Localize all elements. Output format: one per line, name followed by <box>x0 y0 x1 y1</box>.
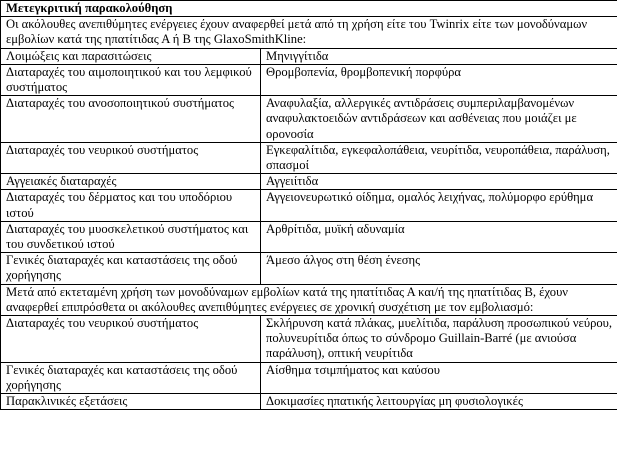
table-row <box>1 190 617 221</box>
table-row <box>1 362 617 393</box>
system-organ-class: Γενικές διαταραχές και καταστάσεις της οδού χορήγησης <box>1 253 261 284</box>
header-col2: Μηνιγγίτιδα <box>261 48 617 64</box>
system-organ-class: Γενικές διαταραχές και καταστάσεις της οδού χορήγησης <box>1 362 261 393</box>
system-organ-class: Διαταραχές του νευρικού συστήματος <box>1 142 261 173</box>
adverse-reaction: Αίσθημα τσιμπήματος και καύσου <box>261 362 617 393</box>
adverse-reaction: Θρομβοπενία, θρομβοπενική πορφύρα <box>261 64 617 95</box>
section-title-row <box>1 1 617 17</box>
table-row <box>1 253 617 284</box>
system-organ-class: Παρακλινικές εξετάσεις <box>1 394 261 410</box>
adverse-reaction: Άμεσο άλγος στη θέση ένεσης <box>261 253 617 284</box>
system-organ-class: Διαταραχές του νευρικού συστήματος <box>1 316 261 363</box>
table-row <box>1 394 617 410</box>
table-row <box>1 221 617 252</box>
header-col1: Λοιμώξεις και παρασιτώσεις <box>1 48 261 64</box>
intro-row <box>1 17 617 48</box>
adverse-reaction: Αγγειονευρωτικό οίδημα, ομαλός λειχήνας, πολύμορφο ερύθημα <box>261 190 617 221</box>
intro-text: Οι ακόλουθες ανεπιθύμητες ενέργειες έχουν αναφερθεί μετά από τη χρήση είτε του Twinrix είτε των μονοδύναμων εμβολίων κατά της ηπατίτιδας Α ή Β της GlaxoSmithKline: <box>1 17 617 48</box>
system-organ-class: Διαταραχές του αιμοποιητικού και του λεμφικού συστήματος <box>1 64 261 95</box>
table-row <box>1 64 617 95</box>
adverse-reaction: Εγκεφαλίτιδα, εγκεφαλοπάθεια, νευρίτιδα, νευροπάθεια, παράλυση, σπασμοί <box>261 142 617 173</box>
second-intro-text: Μετά από εκτεταμένη χρήση των μονοδύναμων εμβολίων κατά της ηπατίτιδας Α και/ή της ηπατίτιδας Β, έχουν αναφερθεί επιπρόσθετα οι ακόλουθες ανεπιθύμητες ενέργειες σε χρονική συσχέτιση με τον εμβολιασμό: <box>1 284 617 315</box>
system-organ-class: Διαταραχές του μυοσκελετικού συστήματος και του συνδετικού ιστού <box>1 221 261 252</box>
adverse-reaction: Σκλήρυνση κατά πλάκας, μυελίτιδα, παράλυση προσωπικού νεύρου, πολυνευρίτιδα όπως το σύνδρομο Guillain-Barré (με ανιούσα παράλυση), οπτική νευρίτιδα <box>261 316 617 363</box>
adverse-reaction: Αναφυλαξία, αλλεργικές αντιδράσεις συμπεριλαμβανομένων αναφυλακτοειδών αντιδράσεων και ασθένειας που μοιάζει με ορονοσία <box>261 96 617 143</box>
system-organ-class: Διαταραχές του ανοσοποιητικού συστήματος <box>1 96 261 143</box>
adverse-reaction: Αγγειίτιδα <box>261 174 617 190</box>
second-intro-row <box>1 284 617 315</box>
adverse-reaction: Αρθρίτιδα, μυϊκή αδυναμία <box>261 221 617 252</box>
system-organ-class: Αγγειακές διαταραχές <box>1 174 261 190</box>
adverse-reaction: Δοκιμασίες ηπατικής λειτουργίας μη φυσιολογικές <box>261 394 617 410</box>
table-row <box>1 96 617 143</box>
table-row <box>1 174 617 190</box>
header-row <box>1 48 617 64</box>
table-row <box>1 142 617 173</box>
system-organ-class: Διαταραχές του δέρματος και του υποδόριου ιστού <box>1 190 261 221</box>
section-title: Μετεγκριτική παρακολούθηση <box>1 1 617 17</box>
table-row <box>1 316 617 363</box>
